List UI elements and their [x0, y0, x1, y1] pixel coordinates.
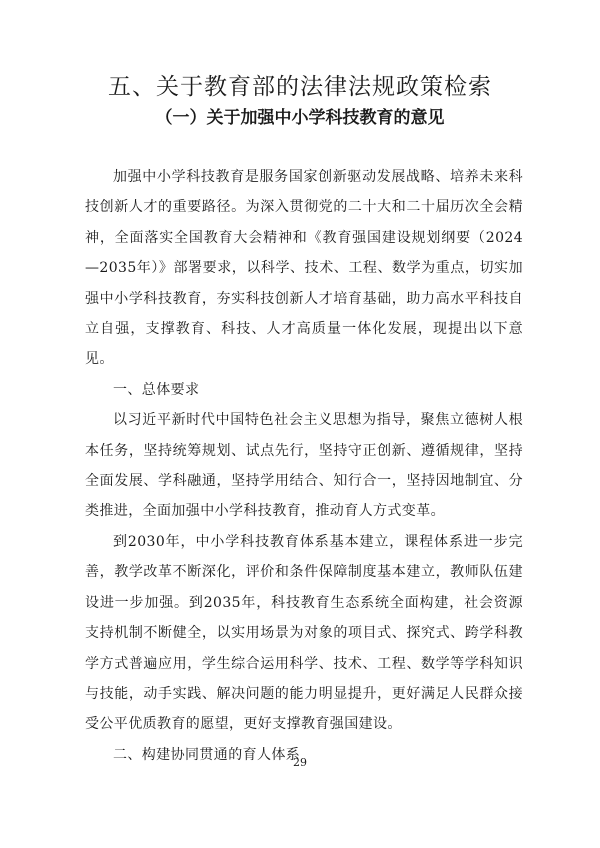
paragraph-intro: 加强中小学科技教育是服务国家创新驱动发展战略、培养未来科技创新人才的重要路径。为深入贯彻党的二十大和二十届历次全会精神，全面落实全国教育大会精神和《教育强国建设规划纲要（2024—2035年）》部署要求，以科学、技术、工程、数学为重点，切实加强中小学科技教育，夯实科技创新人才培育基础，助力高水平科技自立自强，支撑教育、科技、人才高质量一体化发展，现提出以下意见。: [85, 169, 523, 368]
paragraph-goals: 到2030年，中小学科技教育体系基本建立，课程体系进一步完善，教学改革不断深化，评价和条件保障制度基本建立，教师队伍建设进一步加强。到2035年，科技教育生态系统全面构建，社会资源支持机制不断健全，以实用场景为对象的项目式、探究式、跨学科教学方式普遍应用，学生综合运用科学、技术、工程、数学等学科知识与技能，动手实践、解决问题的能力明显提升，更好满足人民群众接受公平优质教育的愿望，更好支撑教育强国建设。: [85, 533, 523, 733]
page-number: 29: [293, 756, 307, 769]
document-body: [85, 162, 523, 770]
section-heading-education-system: 二、构建协同贯通的育人体系: [113, 746, 301, 763]
sub-title: （一）关于加强中小学科技教育的意见: [155, 108, 445, 128]
paragraph-guiding-principles: 以习近平新时代中国特色社会主义思想为指导，聚焦立德树人根本任务，坚持统筹规划、试点先行，坚持守正创新、遵循规律，坚持全面发展、学科融通，坚持学用结合、知行合一，坚持因地制宜、分类推进，全面加强中小学科技教育，推动育人方式变革。: [85, 412, 523, 520]
section-heading-general-requirements: 一、总体要求: [113, 381, 200, 398]
main-title: 五、关于教育部的法律法规政策检索: [108, 74, 492, 100]
